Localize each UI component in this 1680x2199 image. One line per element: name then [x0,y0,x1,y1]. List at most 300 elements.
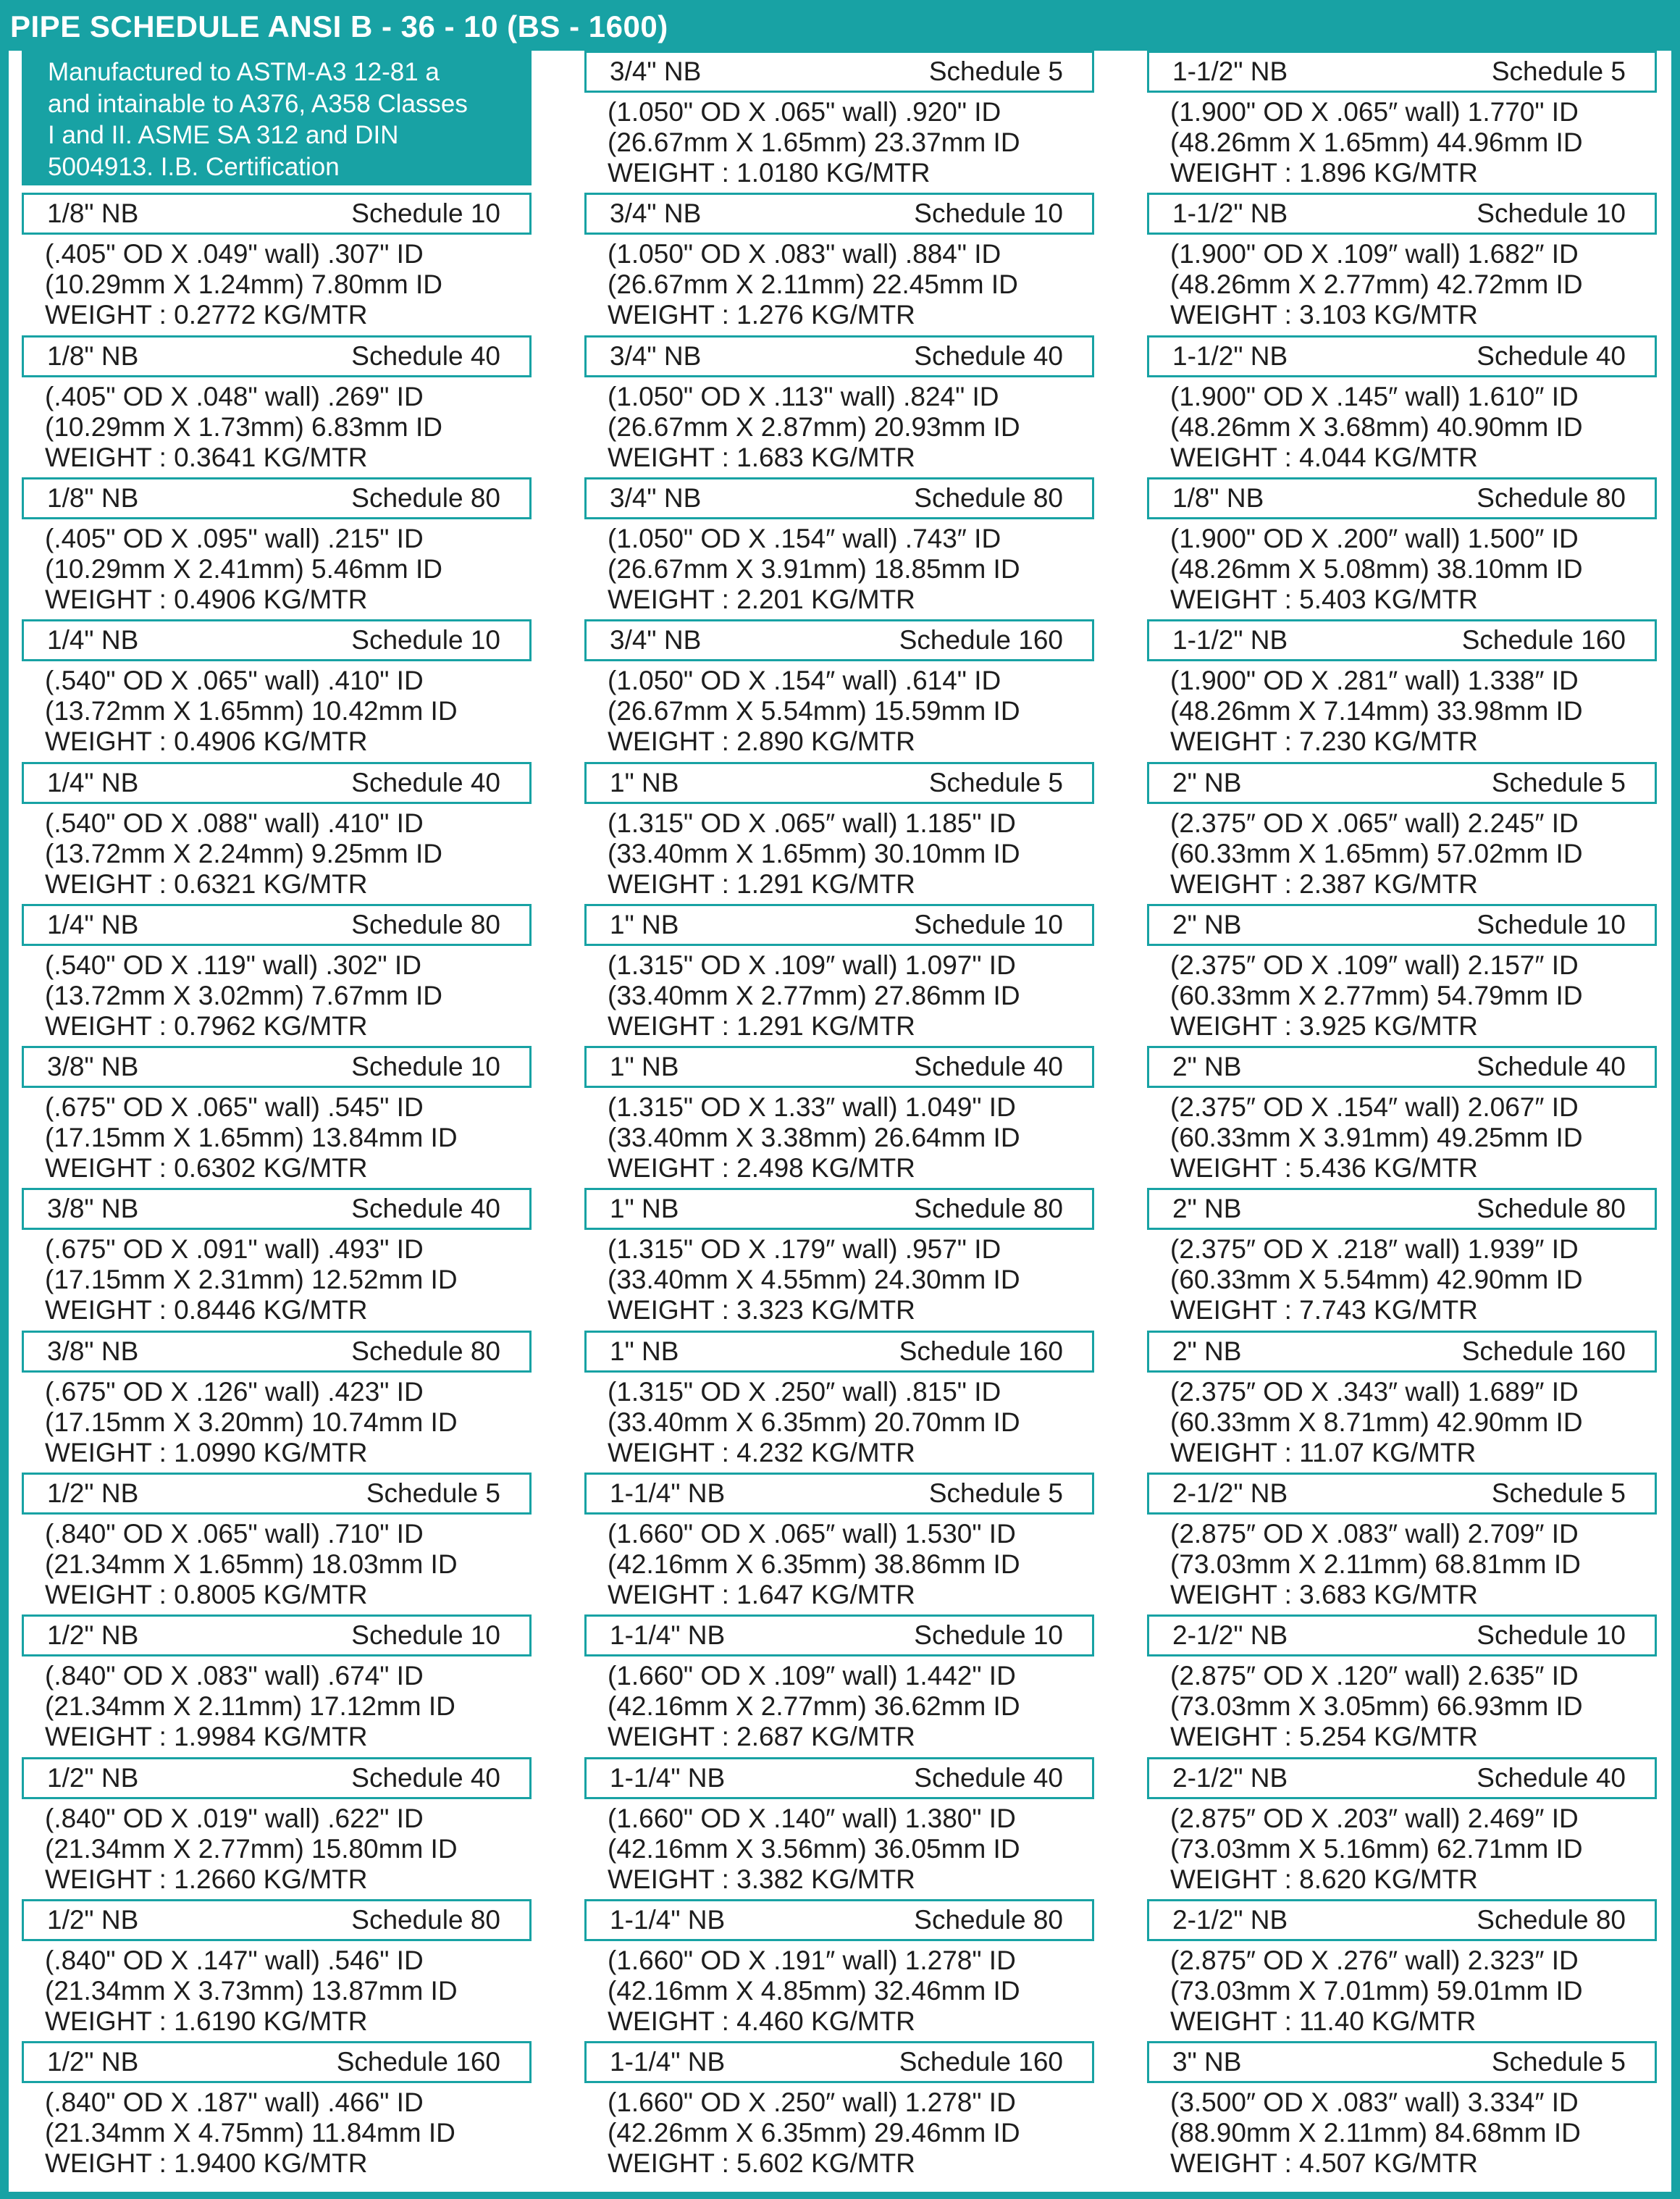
spec-header [584,477,1094,519]
dimension-mm: (17.15mm X 1.65mm) 13.84mm ID [45,1123,458,1152]
schedule-label: Schedule 160 [899,2047,1063,2077]
nominal-bore: 3/8" NB [47,1052,139,1081]
dimension-inch: (.675" OD X .126" wall) .423" ID [45,1377,424,1407]
dimension-mm: (26.67mm X 5.54mm) 15.59mm ID [608,696,1020,726]
weight: WEIGHT : 0.6321 KG/MTR [45,869,368,899]
spec-lines [45,1234,530,1325]
schedule-label: Schedule 40 [1477,1052,1626,1081]
spec-lines [608,382,1093,473]
nominal-bore: 2" NB [1172,1194,1242,1223]
spec-lines [608,2087,1093,2179]
nominal-bore: 1/2" NB [47,1763,139,1793]
intro-line: Manufactured to ASTM-A3 12-81 a [48,58,440,86]
nominal-bore: 1/2" NB [47,1620,139,1650]
dimension-inch: (.840" OD X .083" wall) .674" ID [45,1661,424,1691]
spec-lines [608,1519,1093,1610]
pipe-spec-block [22,904,532,1046]
spec-lines [608,1661,1093,1752]
spec-header [584,619,1094,661]
intro-line: I and II. ASME SA 312 and DIN [48,121,399,149]
spec-header [22,2041,532,2083]
spec-lines [1170,1092,1655,1184]
weight: WEIGHT : 5.403 KG/MTR [1170,585,1478,614]
nominal-bore: 2-1/2" NB [1172,1905,1288,1935]
spec-lines [608,1092,1093,1184]
dimension-inch: (1.660" OD X .140″ wall) 1.380" ID [608,1804,1016,1833]
pipe-spec-block [22,619,532,761]
pipe-spec-block [22,1188,532,1330]
spec-lines [45,666,530,757]
pipe-spec-block [1147,762,1657,904]
nominal-bore: 3/8" NB [47,1336,139,1366]
spec-header [584,335,1094,377]
pipe-spec-block [1147,335,1657,477]
weight: WEIGHT : 4.507 KG/MTR [1170,2148,1478,2178]
dimension-inch: (1.050" OD X .154″ wall) .743″ ID [608,524,1001,553]
dimension-inch: (.540" OD X .065" wall) .410" ID [45,666,424,695]
spec-header [22,193,532,235]
schedule-label: Schedule 160 [1461,1336,1626,1366]
weight: WEIGHT : 5.602 KG/MTR [608,2148,915,2178]
pipe-spec-block [1147,2041,1657,2183]
spec-lines [1170,1377,1655,1468]
weight: WEIGHT : 1.683 KG/MTR [608,443,915,472]
dimension-mm: (13.72mm X 3.02mm) 7.67mm ID [45,981,442,1010]
spec-lines [1170,524,1655,615]
schedule-label: Schedule 10 [351,198,500,228]
dimension-mm: (13.72mm X 2.24mm) 9.25mm ID [45,839,442,868]
dimension-mm: (33.40mm X 2.77mm) 27.86mm ID [608,981,1020,1010]
spec-lines [608,950,1093,1042]
dimension-mm: (42.16mm X 6.35mm) 38.86mm ID [608,1549,1020,1579]
weight: WEIGHT : 2.387 KG/MTR [1170,869,1478,899]
schedule-label: Schedule 10 [351,1052,500,1081]
nominal-bore: 2-1/2" NB [1172,1763,1288,1793]
dimension-inch: (1.900" OD X .109″ wall) 1.682″ ID [1170,239,1579,269]
nominal-bore: 1-1/2" NB [1172,56,1288,86]
schedule-label: Schedule 80 [351,910,500,939]
nominal-bore: 1/4" NB [47,625,139,655]
nominal-bore: 2" NB [1172,1052,1242,1081]
dimension-inch: (.675" OD X .065" wall) .545" ID [45,1092,424,1122]
nominal-bore: 1-1/4" NB [610,2047,726,2077]
weight: WEIGHT : 7.230 KG/MTR [1170,726,1478,756]
schedule-label: Schedule 5 [928,768,1063,797]
weight: WEIGHT : 3.323 KG/MTR [608,1295,915,1325]
weight: WEIGHT : 1.0990 KG/MTR [45,1438,368,1467]
nominal-bore: 1-1/4" NB [610,1905,726,1935]
dimension-inch: (1.660" OD X .250″ wall) 1.278" ID [608,2087,1016,2117]
spec-header [22,1473,532,1515]
dimension-inch: (.405" OD X .048" wall) .269" ID [45,382,424,411]
nominal-bore: 1/2" NB [47,2047,139,2077]
nominal-bore: 1/2" NB [47,1905,139,1935]
spec-header [22,335,532,377]
spec-header [1147,51,1657,93]
pipe-spec-block [22,1473,532,1614]
nominal-bore: 2-1/2" NB [1172,1478,1288,1508]
nominal-bore: 1/8" NB [47,483,139,513]
dimension-inch: (.840" OD X .065" wall) .710" ID [45,1519,424,1549]
nominal-bore: 2-1/2" NB [1172,1620,1288,1650]
weight: WEIGHT : 0.3641 KG/MTR [45,443,368,472]
dimension-inch: (1.315" OD X .065″ wall) 1.185" ID [608,808,1016,838]
schedule-label: Schedule 40 [351,1763,500,1793]
nominal-bore: 1-1/2" NB [1172,625,1288,655]
weight: WEIGHT : 1.276 KG/MTR [608,300,915,330]
schedule-label: Schedule 10 [1477,198,1626,228]
spec-lines [1170,666,1655,757]
schedule-label: Schedule 40 [1477,341,1626,371]
schedule-label: Schedule 160 [899,1336,1063,1366]
weight: WEIGHT : 2.687 KG/MTR [608,1722,915,1751]
spec-header [1147,2041,1657,2083]
dimension-mm: (88.90mm X 2.11mm) 84.68mm ID [1170,2118,1581,2148]
schedule-label: Schedule 80 [351,1905,500,1935]
dimension-mm: (60.33mm X 1.65mm) 57.02mm ID [1170,839,1583,868]
weight: WEIGHT : 1.2660 KG/MTR [45,1864,368,1894]
schedule-label: Schedule 160 [336,2047,500,2077]
dimension-mm: (42.16mm X 3.56mm) 36.05mm ID [608,1834,1020,1864]
dimension-mm: (17.15mm X 3.20mm) 10.74mm ID [45,1407,458,1437]
nominal-bore: 1/4" NB [47,910,139,939]
pipe-spec-block [584,1757,1094,1899]
dimension-mm: (42.16mm X 2.77mm) 36.62mm ID [608,1691,1020,1721]
nominal-bore: 3/4" NB [610,483,702,513]
weight: WEIGHT : 3.683 KG/MTR [1170,1580,1478,1609]
weight: WEIGHT : 4.232 KG/MTR [608,1438,915,1467]
dimension-mm: (73.03mm X 5.16mm) 62.71mm ID [1170,1834,1583,1864]
weight: WEIGHT : 0.8446 KG/MTR [45,1295,368,1325]
schedule-label: Schedule 5 [366,1478,500,1508]
schedule-label: Schedule 40 [351,1194,500,1223]
spec-header [1147,1614,1657,1656]
intro-note [22,51,532,185]
dimension-inch: (.405" OD X .095" wall) .215" ID [45,524,424,553]
schedule-label: Schedule 80 [1477,483,1626,513]
spec-lines [1170,382,1655,473]
weight: WEIGHT : 0.6302 KG/MTR [45,1153,368,1183]
nominal-bore: 1/4" NB [47,768,139,797]
spec-header [584,1473,1094,1515]
spec-header [1147,1899,1657,1941]
spec-lines [45,808,530,900]
nominal-bore: 1-1/4" NB [610,1478,726,1508]
dimension-inch: (1.900" OD X .281″ wall) 1.338″ ID [1170,666,1579,695]
schedule-label: Schedule 10 [351,1620,500,1650]
spec-lines [608,1377,1093,1468]
spec-header [1147,193,1657,235]
pipe-spec-block [584,2041,1094,2183]
pipe-spec-block [1147,1188,1657,1330]
pipe-spec-block [1147,1757,1657,1899]
spec-lines [608,666,1093,757]
spec-lines [1170,1804,1655,1895]
schedule-label: Schedule 80 [914,1905,1063,1935]
weight: WEIGHT : 1.896 KG/MTR [1170,158,1478,188]
pipe-spec-block [584,1188,1094,1330]
pipe-spec-block [584,1046,1094,1188]
spec-lines [608,808,1093,900]
weight: WEIGHT : 0.8005 KG/MTR [45,1580,368,1609]
spec-lines [1170,239,1655,330]
dimension-inch: (1.900" OD X .200″ wall) 1.500″ ID [1170,524,1579,553]
spec-header [22,904,532,946]
schedule-label: Schedule 40 [1477,1763,1626,1793]
weight: WEIGHT : 1.9984 KG/MTR [45,1722,368,1751]
intro-line: and intainable to A376, A358 Classes [48,89,468,118]
weight: WEIGHT : 1.0180 KG/MTR [608,158,931,188]
dimension-inch: (2.375″ OD X .109″ wall) 2.157″ ID [1170,950,1579,980]
pipe-spec-block [22,1331,532,1473]
dimension-mm: (60.33mm X 8.71mm) 42.90mm ID [1170,1407,1583,1437]
spec-lines [1170,808,1655,900]
dimension-inch: (.675" OD X .091" wall) .493" ID [45,1234,424,1264]
dimension-mm: (13.72mm X 1.65mm) 10.42mm ID [45,696,458,726]
schedule-label: Schedule 40 [914,1052,1063,1081]
schedule-label: Schedule 10 [1477,910,1626,939]
weight: WEIGHT : 8.620 KG/MTR [1170,1864,1478,1894]
dimension-inch: (.840" OD X .019" wall) .622" ID [45,1804,424,1833]
pipe-spec-block [1147,1899,1657,2041]
dimension-mm: (60.33mm X 3.91mm) 49.25mm ID [1170,1123,1583,1152]
spec-header [1147,1046,1657,1088]
dimension-mm: (26.67mm X 2.87mm) 20.93mm ID [608,412,1020,442]
weight: WEIGHT : 4.460 KG/MTR [608,2006,915,2036]
schedule-label: Schedule 5 [1491,2047,1626,2077]
spec-lines [1170,1945,1655,2037]
spec-header [1147,477,1657,519]
nominal-bore: 1/8" NB [47,198,139,228]
spec-lines [45,950,530,1042]
pipe-spec-block [1147,619,1657,761]
schedule-label: Schedule 80 [351,483,500,513]
schedule-label: Schedule 80 [1477,1905,1626,1935]
dimension-mm: (42.16mm X 4.85mm) 32.46mm ID [608,1976,1020,2006]
schedule-label: Schedule 80 [1477,1194,1626,1223]
pipe-spec-block [22,1757,532,1899]
schedule-label: Schedule 5 [928,1478,1063,1508]
nominal-bore: 1" NB [610,768,679,797]
schedule-label: Schedule 5 [1491,56,1626,86]
weight: WEIGHT : 7.743 KG/MTR [1170,1295,1478,1325]
spec-lines [1170,1519,1655,1610]
dimension-mm: (26.67mm X 3.91mm) 18.85mm ID [608,554,1020,584]
pipe-spec-block [1147,51,1657,193]
weight: WEIGHT : 5.436 KG/MTR [1170,1153,1478,1183]
nominal-bore: 1-1/2" NB [1172,198,1288,228]
spec-header [584,1188,1094,1230]
spec-header [1147,1757,1657,1799]
weight: WEIGHT : 1.291 KG/MTR [608,869,915,899]
spec-header [584,2041,1094,2083]
dimension-inch: (1.315" OD X .250″ wall) .815" ID [608,1377,1001,1407]
dimension-mm: (33.40mm X 6.35mm) 20.70mm ID [608,1407,1020,1437]
spec-header [1147,762,1657,804]
spec-lines [45,524,530,615]
pipe-spec-block [1147,1473,1657,1614]
schedule-panel [9,51,1671,2192]
pipe-spec-block [1147,904,1657,1046]
dimension-mm: (73.03mm X 7.01mm) 59.01mm ID [1170,1976,1583,2006]
spec-header [22,1331,532,1373]
dimension-inch: (2.875″ OD X .276″ wall) 2.323″ ID [1170,1945,1579,1975]
dimension-inch: (2.875″ OD X .083″ wall) 2.709″ ID [1170,1519,1579,1549]
dimension-inch: (1.050" OD X .065" wall) .920" ID [608,97,1001,127]
weight: WEIGHT : 1.647 KG/MTR [608,1580,915,1609]
pipe-spec-block [584,51,1094,193]
dimension-inch: (1.315" OD X .179″ wall) .957" ID [608,1234,1001,1264]
nominal-bore: 1" NB [610,1194,679,1223]
pipe-spec-block [584,477,1094,619]
nominal-bore: 3/8" NB [47,1194,139,1223]
spec-header [22,619,532,661]
weight: WEIGHT : 11.07 KG/MTR [1170,1438,1477,1467]
dimension-mm: (33.40mm X 3.38mm) 26.64mm ID [608,1123,1020,1152]
dimension-inch: (.540" OD X .088" wall) .410" ID [45,808,424,838]
spec-lines [45,1519,530,1610]
nominal-bore: 2" NB [1172,1336,1242,1366]
pipe-spec-block [22,1899,532,2041]
nominal-bore: 3/4" NB [610,198,702,228]
dimension-mm: (48.26mm X 7.14mm) 33.98mm ID [1170,696,1583,726]
pipe-spec-block [584,619,1094,761]
schedule-label: Schedule 40 [351,768,500,797]
spec-header [1147,1188,1657,1230]
pipe-spec-block [1147,1046,1657,1188]
schedule-label: Schedule 160 [1461,625,1626,655]
nominal-bore: 1-1/4" NB [610,1620,726,1650]
nominal-bore: 3" NB [1172,2047,1242,2077]
spec-header [1147,619,1657,661]
dimension-mm: (17.15mm X 2.31mm) 12.52mm ID [45,1265,458,1294]
pipe-spec-block [584,762,1094,904]
dimension-mm: (60.33mm X 5.54mm) 42.90mm ID [1170,1265,1583,1294]
spec-header [1147,1473,1657,1515]
spec-lines [1170,2087,1655,2179]
dimension-inch: (1.050" OD X .154″ wall) .614" ID [608,666,1001,695]
spec-lines [608,1234,1093,1325]
dimension-inch: (2.875″ OD X .203″ wall) 2.469″ ID [1170,1804,1579,1833]
spec-header [584,762,1094,804]
schedule-label: Schedule 5 [1491,1478,1626,1508]
dimension-mm: (26.67mm X 2.11mm) 22.45mm ID [608,269,1018,299]
pipe-spec-block [584,335,1094,477]
schedule-label: Schedule 5 [1491,768,1626,797]
spec-lines [1170,950,1655,1042]
spec-lines [608,524,1093,615]
dimension-mm: (33.40mm X 4.55mm) 24.30mm ID [608,1265,1020,1294]
spec-header [584,1046,1094,1088]
pipe-spec-block [584,193,1094,335]
nominal-bore: 1/8" NB [1172,483,1264,513]
nominal-bore: 2" NB [1172,910,1242,939]
dimension-mm: (10.29mm X 1.73mm) 6.83mm ID [45,412,442,442]
spec-header [22,1046,532,1088]
dimension-mm: (48.26mm X 3.68mm) 40.90mm ID [1170,412,1583,442]
spec-header [584,193,1094,235]
dimension-inch: (3.500″ OD X .083″ wall) 3.334″ ID [1170,2087,1579,2117]
dimension-inch: (1.900" OD X .065″ wall) 1.770" ID [1170,97,1579,127]
spec-lines [608,97,1093,188]
weight: WEIGHT : 2.890 KG/MTR [608,726,915,756]
dimension-mm: (21.34mm X 1.65mm) 18.03mm ID [45,1549,458,1579]
spec-header [1147,335,1657,377]
spec-lines [608,1804,1093,1895]
schedule-label: Schedule 160 [899,625,1063,655]
schedule-label: Schedule 10 [914,1620,1063,1650]
dimension-inch: (2.375″ OD X .154″ wall) 2.067″ ID [1170,1092,1579,1122]
weight: WEIGHT : 2.201 KG/MTR [608,585,915,614]
pipe-spec-block [1147,1331,1657,1473]
weight: WEIGHT : 3.925 KG/MTR [1170,1011,1478,1041]
dimension-inch: (.840" OD X .187" wall) .466" ID [45,2087,424,2117]
dimension-inch: (1.315" OD X .109″ wall) 1.097" ID [608,950,1016,980]
dimension-mm: (73.03mm X 3.05mm) 66.93mm ID [1170,1691,1583,1721]
spec-lines [45,1377,530,1468]
dimension-mm: (21.34mm X 2.77mm) 15.80mm ID [45,1834,458,1864]
spec-header [22,1188,532,1230]
spec-header [1147,904,1657,946]
nominal-bore: 1" NB [610,1052,679,1081]
dimension-mm: (21.34mm X 3.73mm) 13.87mm ID [45,1976,458,2006]
nominal-bore: 1-1/2" NB [1172,341,1288,371]
weight: WEIGHT : 0.7962 KG/MTR [45,1011,368,1041]
schedule-label: Schedule 40 [914,1763,1063,1793]
nominal-bore: 1" NB [610,1336,679,1366]
dimension-inch: (.840" OD X .147" wall) .546" ID [45,1945,424,1975]
spec-lines [45,1945,530,2037]
dimension-inch: (2.375″ OD X .218″ wall) 1.939″ ID [1170,1234,1579,1264]
dimension-mm: (48.26mm X 1.65mm) 44.96mm ID [1170,127,1583,157]
pipe-spec-block [22,1614,532,1756]
nominal-bore: 1/8" NB [47,341,139,371]
weight: WEIGHT : 3.382 KG/MTR [608,1864,915,1894]
spec-lines [45,1661,530,1752]
dimension-inch: (2.375″ OD X .343″ wall) 1.689″ ID [1170,1377,1579,1407]
schedule-label: Schedule 10 [1477,1620,1626,1650]
spec-header [584,1757,1094,1799]
dimension-inch: (.540" OD X .119" wall) .302" ID [45,950,421,980]
schedule-label: Schedule 80 [914,1194,1063,1223]
weight: WEIGHT : 1.9400 KG/MTR [45,2148,368,2178]
schedule-label: Schedule 40 [914,341,1063,371]
nominal-bore: 3/4" NB [610,56,702,86]
pipe-spec-block [22,477,532,619]
pipe-spec-block [584,1614,1094,1756]
dimension-inch: (1.660" OD X .065″ wall) 1.530" ID [608,1519,1016,1549]
spec-header [22,1899,532,1941]
dimension-inch: (1.660" OD X .109″ wall) 1.442" ID [608,1661,1016,1691]
spec-lines [1170,1234,1655,1325]
pipe-spec-block [22,762,532,904]
nominal-bore: 1" NB [610,910,679,939]
dimension-mm: (21.34mm X 4.75mm) 11.84mm ID [45,2118,455,2148]
dimension-inch: (2.875″ OD X .120″ wall) 2.635″ ID [1170,1661,1579,1691]
schedule-label: Schedule 40 [351,341,500,371]
dimension-inch: (1.660" OD X .191″ wall) 1.278" ID [608,1945,1016,1975]
spec-lines [45,382,530,473]
page-title: PIPE SCHEDULE ANSI B - 36 - 10 (BS - 1600) [10,9,668,43]
nominal-bore: 3/4" NB [610,625,702,655]
spec-header [584,1899,1094,1941]
spec-header [22,1757,532,1799]
pipe-spec-block [584,904,1094,1046]
pipe-spec-block [22,2041,532,2183]
weight: WEIGHT : 4.044 KG/MTR [1170,443,1478,472]
weight: WEIGHT : 0.4906 KG/MTR [45,726,368,756]
pipe-spec-block [584,1899,1094,2041]
